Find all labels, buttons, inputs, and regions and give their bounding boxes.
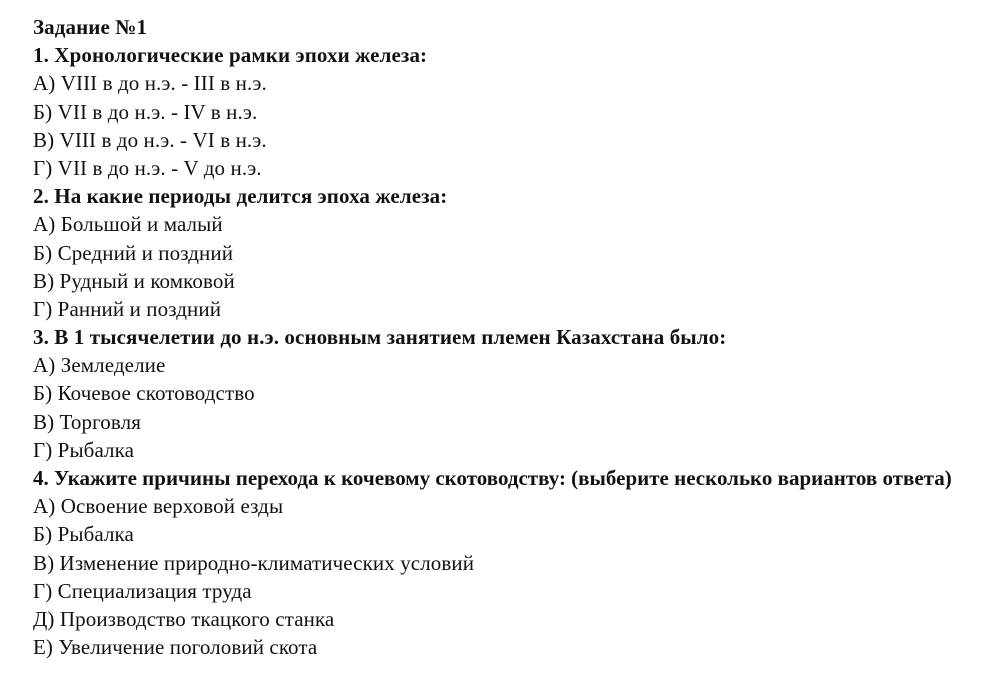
question-3-option-a: А) Земледелие bbox=[33, 353, 166, 378]
question-2-option-a: А) Большой и малый bbox=[33, 212, 223, 237]
question-3-option-c: В) Торговля bbox=[33, 409, 141, 434]
task-title: Задание №1 bbox=[33, 15, 148, 39]
question-4: 4. Укажите причины перехода к кочевому скотоводству: (выберите несколько вариантов ответа) bbox=[33, 466, 952, 490]
document-page bbox=[33, 13, 973, 661]
question-3: 3. В 1 тысячелетии до н.э. основным занятием племен Казахстана было: bbox=[33, 325, 727, 350]
question-1-option-a: А) VIII в до н.э. - III в н.э. bbox=[33, 71, 267, 96]
question-4-option-b: Б) Рыбалка bbox=[33, 522, 134, 547]
question-4-option-c: В) Изменение природно-климатических условий bbox=[33, 550, 475, 575]
question-3-option-d: Г) Рыбалка bbox=[33, 437, 135, 462]
question-3-option-b: Б) Кочевое скотоводство bbox=[33, 381, 255, 406]
question-4-option-d: Г) Специализация труда bbox=[33, 578, 252, 603]
question-4-option-a: А) Освоение верховой езды bbox=[33, 494, 284, 519]
question-1-option-d: Г) VII в до н.э. - V до н.э. bbox=[33, 155, 262, 180]
question-1: 1. Хронологические рамки эпохи железа: bbox=[33, 43, 428, 68]
question-2-option-c: В) Рудный и комковой bbox=[33, 268, 235, 293]
question-2-option-d: Г) Ранний и поздний bbox=[33, 296, 222, 321]
question-4-option-f: Е) Увеличение поголовий скота bbox=[33, 635, 318, 660]
question-1-option-c: В) VIII в до н.э. - VI в н.э. bbox=[33, 127, 267, 152]
question-1-option-b: Б) VII в до н.э. - IV в н.э. bbox=[33, 99, 258, 124]
question-2-option-b: Б) Средний и поздний bbox=[33, 240, 234, 265]
question-2: 2. На какие периоды делится эпоха железа: bbox=[33, 184, 448, 209]
question-4-option-e: Д) Производство ткацкого станка bbox=[33, 606, 335, 631]
